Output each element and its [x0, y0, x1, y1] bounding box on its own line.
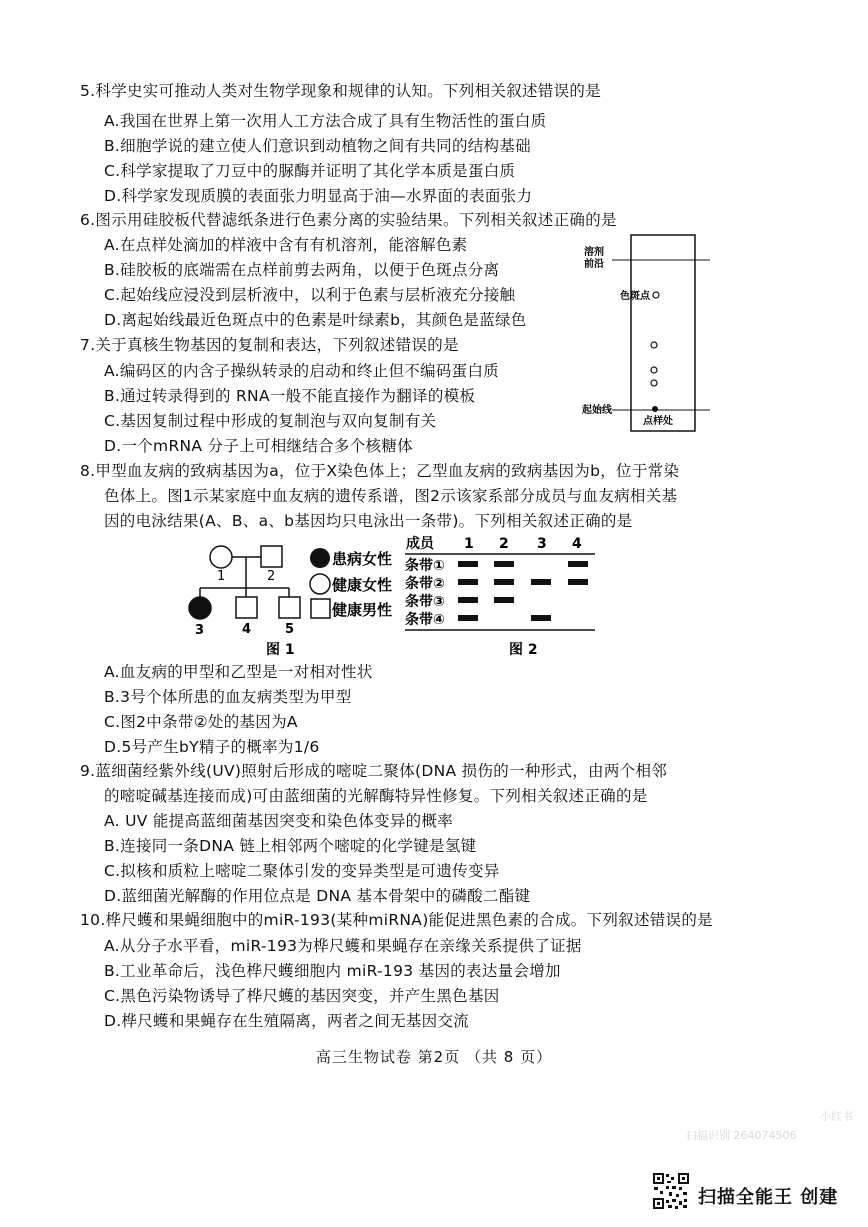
- q10-stem: 10.桦尺蠖和果蝇细胞中的miR-193(某种miRNA)能促进黑色素的合成。下列叙述错误的是: [80, 911, 713, 929]
- q5-option-b: B.细胞学说的建立使人们意识到动植物之间有共同的结构基础: [104, 137, 531, 155]
- figure1-caption: 图 1: [266, 642, 295, 658]
- q7-stem: 7.关于真核生物基因的复制和表达，下列叙述错误的是: [80, 336, 459, 354]
- band-label-2: 条带②: [405, 576, 445, 592]
- q8-stem-line1: 8.甲型血友病的致病基因为a，位于X染色体上；乙型血友病的致病基因为b，位于常染: [80, 462, 680, 480]
- band-2-member-1: [458, 579, 478, 585]
- watermark-line2: 扫描识别 264074506: [686, 1129, 797, 1142]
- pedigree-number-1: 1: [217, 569, 226, 584]
- page-footer: 高三生物试卷 第2页 （共 8 页）: [315, 1048, 553, 1066]
- legend-healthy-female-icon: [310, 574, 330, 594]
- q7-option-b: B.通过转录得到的 RNA一般不能直接作为翻译的模板: [104, 387, 476, 405]
- q6-option-d: D.离起始线最近色斑点中的色素是叶绿素b，其颜色是蓝绿色: [104, 311, 527, 329]
- member-4: 4: [572, 536, 582, 552]
- q5-stem: 5.科学史实可推动人类对生物学现象和规律的认知。下列相关叙述错误的是: [80, 82, 601, 100]
- pedigree-number-3: 3: [195, 623, 205, 638]
- q9-option-b: B.连接同一条DNA 链上相邻两个嘧啶的化学键是氢键: [104, 837, 477, 855]
- q8-option-d: D.5号产生bY精子的概率为1/6: [104, 738, 320, 756]
- q5-option-c: C.科学家提取了刀豆中的脲酶并证明了其化学本质是蛋白质: [104, 162, 516, 180]
- q8-option-b: B.3号个体所患的血友病类型为甲型: [104, 688, 352, 706]
- pedigree-individual-1: [210, 546, 232, 568]
- watermark-line1: 小红书: [820, 1110, 853, 1123]
- legend-healthy-male: 健康男性: [332, 601, 393, 619]
- q6-stem: 6.图示用硅胶板代替滤纸条进行色素分离的实验结果。下列相关叙述正确的是: [80, 211, 617, 229]
- band-1-member-1: [458, 561, 478, 567]
- pedigree-number-2: 2: [267, 569, 276, 584]
- member-1: 1: [464, 536, 474, 552]
- band-1-member-4: [568, 561, 588, 567]
- pedigree-number-5: 5: [285, 622, 295, 637]
- chromatography-figure: [580, 234, 720, 434]
- start-line-label: 起始线: [582, 405, 612, 416]
- band-3-member-1: [458, 597, 478, 603]
- q6-option-a: A.在点样处滴加的样液中含有有机溶剂，能溶解色素: [104, 236, 468, 254]
- legend-affected-female-icon: [310, 548, 330, 568]
- pedigree-individual-2: [261, 546, 282, 567]
- band-4-member-1: [458, 615, 478, 621]
- q5-option-d: D.科学家发现质膜的表面张力明显高于油—水界面的表面张力: [104, 187, 533, 205]
- pedigree-figure: [180, 538, 405, 660]
- q7-option-a: A.编码区的内含子操纵转录的启动和终止但不编码蛋白质: [104, 362, 500, 380]
- band-2-member-2: [494, 579, 514, 585]
- q9-option-a: A. UV 能提高蓝细菌基因突变和染色体变异的概率: [104, 812, 454, 830]
- scanner-brand-label: 扫描全能王 创建: [698, 1187, 839, 1208]
- q5-option-a: A.我国在世界上第一次用人工方法合成了具有生物活性的蛋白质: [104, 112, 547, 130]
- legend-healthy-female: 健康女性: [332, 576, 393, 594]
- legend-healthy-male-icon: [311, 599, 330, 618]
- q9-stem-line2: 的嘧啶碱基连接而成)可由蓝细菌的光解酶特异性修复。下列相关叙述正确的是: [104, 787, 648, 805]
- figure2-caption: 图 2: [509, 642, 538, 658]
- band-2-member-3: [531, 579, 551, 585]
- band-label-3: 条带③: [405, 594, 445, 610]
- sample-point-label: 点样处: [643, 416, 673, 427]
- pedigree-individual-3: [189, 597, 211, 619]
- solvent-front-label-2: 前沿: [584, 259, 604, 270]
- pigment-spot-4: [651, 380, 657, 386]
- q8-option-a: A.血友病的甲型和乙型是一对相对性状: [104, 663, 373, 681]
- electrophoresis-figure: [403, 532, 598, 660]
- q7-option-c: C.基因复制过程中形成的复制泡与双向复制有关: [104, 412, 437, 430]
- q9-option-d: D.蓝细菌光解酶的作用位点是 DNA 基本骨架中的磷酸二酯键: [104, 887, 531, 905]
- q6-option-c: C.起始线应浸没到层析液中，以利于色素与层析液充分接触: [104, 286, 516, 304]
- spot-label: 色斑点: [620, 291, 650, 302]
- member-2: 2: [499, 536, 509, 552]
- band-label-4: 条带④: [405, 612, 445, 628]
- q10-option-c: C.黑色污染物诱导了桦尺蠖的基因突变，并产生黑色基因: [104, 987, 500, 1005]
- q9-stem-line1: 9.蓝细菌经紫外线(UV)照射后形成的嘧啶二聚体(DNA 损伤的一种形式，由两个相邻: [80, 762, 668, 780]
- q7-option-d: D.一个mRNA 分子上可相继结合多个核糖体: [104, 437, 413, 455]
- band-1-member-2: [494, 561, 514, 567]
- q9-option-c: C.拟核和质粒上嘧啶二聚体引发的变异类型是可遗传变异: [104, 862, 500, 880]
- q10-option-a: A.从分子水平看，miR-193为桦尺蠖和果蝇存在亲缘关系提供了证据: [104, 937, 582, 955]
- q8-stem-line3: 因的电泳结果(A、B、a、b基因均只电泳出一条带)。下列相关叙述正确的是: [104, 512, 633, 530]
- q6-option-b: B.硅胶板的底端需在点样前剪去两角，以便于色斑点分离: [104, 261, 500, 279]
- band-label-1: 条带①: [405, 558, 445, 574]
- pigment-spot-3: [651, 367, 657, 373]
- q8-stem-line2: 色体上。图1示某家庭中血友病的遗传系谱，图2示该家系部分成员与血友病相关基: [104, 487, 678, 505]
- pigment-spot-1: [653, 292, 659, 298]
- electrophoresis-header: 成员: [406, 536, 434, 552]
- q10-option-b: B.工业革命后，浅色桦尺蠖细胞内 miR-193 基因的表达量会增加: [104, 962, 561, 980]
- member-3: 3: [537, 536, 547, 552]
- solvent-front-label-1: 溶剂: [584, 247, 604, 258]
- qr-code-icon: [652, 1172, 690, 1210]
- pedigree-individual-4: [236, 597, 257, 618]
- band-2-member-4: [568, 579, 588, 585]
- band-3-member-2: [494, 597, 514, 603]
- band-4-member-3: [531, 615, 551, 621]
- pedigree-individual-5: [279, 597, 300, 618]
- pigment-spot-2: [651, 342, 657, 348]
- sample-point-dot: [652, 406, 658, 412]
- q8-option-c: C.图2中条带②处的基因为A: [104, 713, 298, 731]
- pedigree-number-4: 4: [242, 622, 252, 637]
- q10-option-d: D.桦尺蠖和果蝇存在生殖隔离，两者之间无基因交流: [104, 1012, 470, 1030]
- legend-affected-female: 患病女性: [332, 550, 393, 568]
